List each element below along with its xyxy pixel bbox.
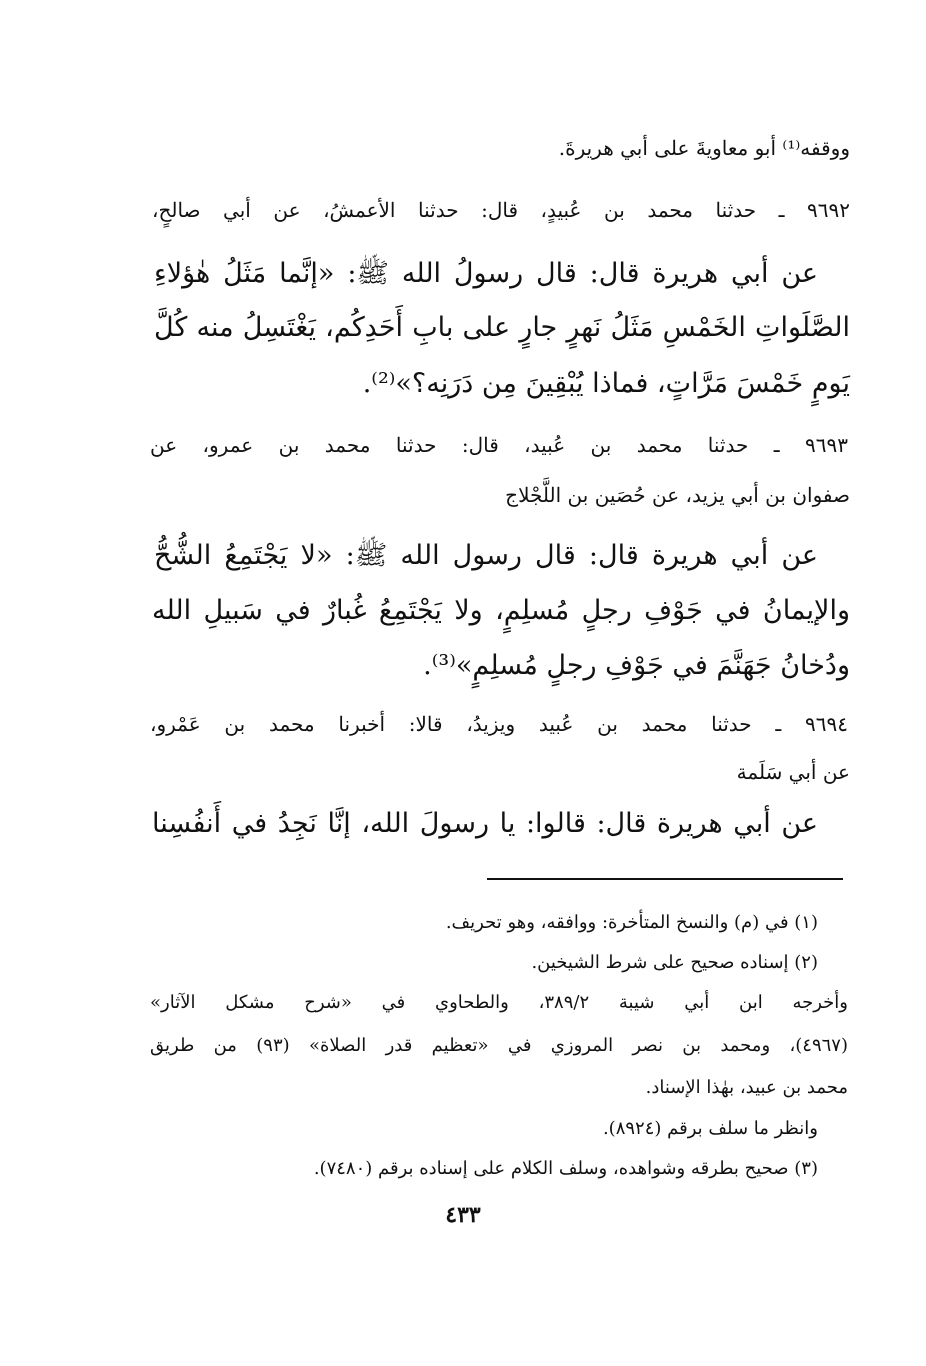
footnote-2-line-2: وأخرجه ابن أبي شيبة ٣٨٩/٢، والطحاوي في «شرح مشكل الآثار» [150,992,848,1013]
hadith-9694-isnad-line-1: ٩٦٩٤ ـ حدثنا محمد بن عُبيد ويزيدُ، قالا: أخبرنا محمد بن عَمْرو، [150,712,848,736]
hadith-9694-matn-line-1: عن أبي هريرة قال: قالوا: يا رسولَ الله، إنَّا نَجِدُ في أَنفُسِنا [152,808,818,839]
footnote-3: (٣) صحيح بطرقه وشواهده، وسلف الكلام على إسناده برقم (٧٤٨٠). [313,1158,818,1179]
footnote-2-line-3: (٤٩٦٧)، ومحمد بن نصر المروزي في «تعظيم قدر الصلاة» (٩٣) من طريق [150,1035,848,1056]
footnote-2-line-4: محمد بن عبيد، بهٰذا الإسناد. [645,1077,848,1098]
hadith-9692-isnad-line: ٩٦٩٢ ـ حدثنا محمد بن عُبيدٍ، قال: حدثنا الأعمشُ، عن أبي صالحٍ، [152,198,850,222]
text-line-1: ووقفه⁽¹⁾ أبو معاويةَ على أبي هريرةَ. [558,136,850,160]
footnote-separator [487,878,843,880]
page-number: ٤٣٣ [445,1202,481,1228]
footnote-1: (١) في (م) والنسخ المتأخرة: ووافقه، وهو تحريف. [445,912,818,933]
hadith-9694-isnad-line-2: عن أبي سَلَمة [736,760,850,784]
hadith-9692-matn-line-1: عن أبي هريرة قال: قال رسولُ الله ﷺ: «إنَّما مَثَلُ هٰؤلاءِ [154,258,818,289]
footnote-2: (٢) إسناده صحيح على شرط الشيخين. [531,952,818,973]
hadith-9693-matn-line-1: عن أبي هريرة قال: قال رسول الله ﷺ: «لا يَجْتَمِعُ الشُّحُّ [154,540,818,571]
hadith-9693-isnad-line-1: ٩٦٩٣ ـ حدثنا محمد بن عُبيد، قال: حدثنا محمد بن عمرو، عن [150,433,848,457]
hadith-9693-isnad-line-2: صفوان بن أبي يزيد، عن حُصَين بن اللَّجْلاج [505,483,850,507]
footnote-2-line-5: وانظر ما سلف برقم (٨٩٢٤). [602,1118,818,1139]
hadith-9693-matn-line-2: والإيمانُ في جَوْفِ رجلٍ مُسلِمٍ، ولا يَجْتَمِعُ غُبارٌ في سَبيلِ الله [152,595,850,626]
hadith-9692-matn-line-3: يَومٍ خَمْسَ مَرَّاتٍ، فماذا يُبْقِينَ مِن دَرَنِه؟»⁽²⁾. [362,368,850,399]
hadith-9693-matn-line-3: ودُخانُ جَهَنَّمَ في جَوْفِ رجلٍ مُسلِمٍ»⁽³⁾. [423,650,850,681]
hadith-9692-matn-line-2: الصَّلَواتِ الخَمْسِ مَثَلُ نَهرٍ جارٍ على بابِ أَحَدِكُم، يَغْتَسِلُ منه كُلَّ [154,312,850,343]
